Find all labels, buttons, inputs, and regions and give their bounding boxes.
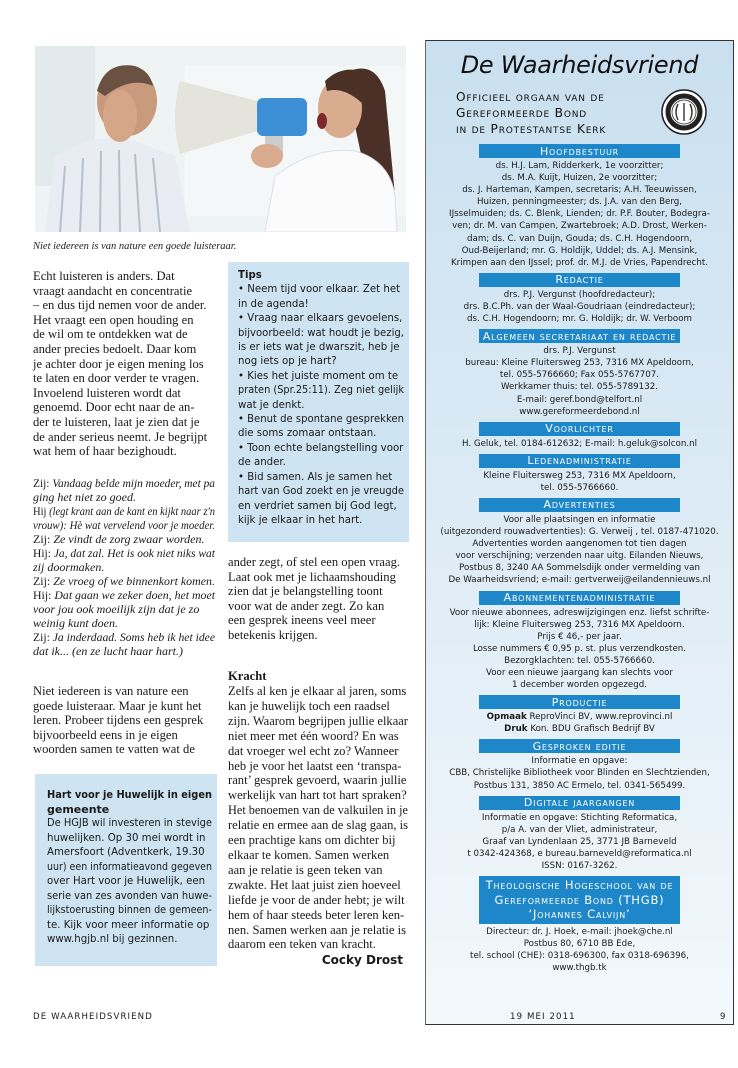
section-line: www.thgb.tk xyxy=(552,962,607,973)
kracht-heading: Kracht xyxy=(228,669,267,683)
section-line: ISSN: 0167-3262. xyxy=(541,861,618,872)
hart-box-title xyxy=(47,788,217,817)
colophon-section xyxy=(426,144,733,269)
section-header-line: Ledenadministratie xyxy=(527,454,632,468)
megaphone-photo-illustration xyxy=(35,46,406,232)
text-line: der te luisteren, laat je zien dat je xyxy=(33,414,200,429)
text-line: te. Kijk voor meer informatie op xyxy=(47,919,210,931)
text-line: lijkstoerusting binnen de gemeen- xyxy=(47,905,213,916)
colophon-box xyxy=(425,40,734,1025)
text-line: liefde je voor de ander hebt; je wilt xyxy=(228,892,405,907)
text-line: uur) een informatieavond gegeven xyxy=(47,861,212,873)
text-line: in de agenda! xyxy=(238,298,309,310)
text-line: Gereformeerde Bond xyxy=(456,106,587,120)
text-line: ander zegt, of stel een open vraag. xyxy=(228,555,401,569)
text-line: Niet iedereen is van nature een xyxy=(33,684,189,698)
dialog-text: Ja inderdaad. Soms heb ik het idee xyxy=(49,630,215,644)
section-line: Krimpen aan den IJssel; prof. dr. M.J. de Vries, Papendrecht. xyxy=(450,257,708,268)
section-header-line: Theologische Hogeschool van de xyxy=(485,878,674,893)
section-header-line: Advertenties xyxy=(543,498,616,512)
text-line: nen. Samen werken aan je relatie is xyxy=(228,922,406,937)
text-line: elkaar te komen. Samen werken xyxy=(228,847,390,862)
section-header xyxy=(479,591,680,605)
gereformeerde-bond-logo xyxy=(661,89,707,135)
text-line: • Vraag naar elkaars gevoelens, xyxy=(238,313,403,325)
dialog-text: (legt krant aan de kant en kijkt naar z'n xyxy=(46,504,215,518)
section-line: drs. P.J. Vergunst xyxy=(543,346,616,357)
text-line: de wil om te ontdekken wat de xyxy=(33,327,188,342)
text-line: Hart voor je Huwelijk in eigen xyxy=(47,788,212,801)
text-line: zien dat je belangstelling toont xyxy=(228,584,383,599)
colophon-section xyxy=(426,422,733,450)
section-header-line: Algemeen secretariaat en redactie xyxy=(482,329,677,343)
text-line: hem of haar steeds beter leren ken- xyxy=(228,907,405,922)
colophon-section xyxy=(426,739,733,791)
section-line-label: Opmaak xyxy=(486,712,527,723)
colophon-section xyxy=(426,876,733,974)
colophon-section xyxy=(426,273,733,325)
text-line: hart van God zoekt en je vreugde xyxy=(238,486,405,498)
section-line: 1 december worden opgezegd. xyxy=(511,680,648,691)
text-line: relatie en ermee aan de slag gaan, is xyxy=(228,818,409,833)
dialog-line xyxy=(33,490,136,504)
text-line: • Kies het juiste moment om te xyxy=(238,370,399,382)
section-line: lijk: Kleine Fluitersweg 253, 7316 MX Apeldoorn. xyxy=(474,619,685,630)
text-line: praten (Spr.25:11). Zeg niet gelijk xyxy=(238,385,405,397)
section-header xyxy=(479,422,680,436)
colophon-section xyxy=(426,454,733,494)
section-header-line: Abonnementenadministratie xyxy=(503,591,656,605)
article-dialog xyxy=(33,476,241,658)
dialog-line xyxy=(33,476,215,490)
tips-list xyxy=(238,283,409,528)
article-paragraph-2 xyxy=(33,684,203,757)
section-line: Kleine Fluitersweg 253, 7316 MX Apeldoorn, xyxy=(483,470,676,481)
text-line: Officieel orgaan van de xyxy=(456,90,605,104)
colophon-section xyxy=(426,591,733,692)
text-line: je achter door je eigen mening los xyxy=(33,356,204,371)
text-line: kan je huwelijk toch een raadsel xyxy=(228,698,390,713)
dialog-text: dat ik... (en ze lucht haar hart.) xyxy=(33,644,183,658)
tips-title: Tips xyxy=(238,270,262,281)
section-line: t 0342-424368, e bureau.barneveld@reformatica.nl xyxy=(467,848,692,859)
section-line: Directeur: dr. J. Hoek, e-mail: jhoek@che.nl xyxy=(486,926,673,937)
dialog-text: zij doormaken. xyxy=(33,560,105,574)
hart-box-text xyxy=(47,817,217,948)
section-header xyxy=(479,739,680,753)
dialog-speaker: Zij: xyxy=(33,630,50,644)
section-line: p/a A. van der Vliet, administrateur, xyxy=(501,824,658,835)
dialog-speaker: Hij: xyxy=(33,546,51,560)
text-line: Zelfs al ken je elkaar al jaren, soms xyxy=(228,684,407,698)
text-line: zwakte. Het laat juist zien hoeveel xyxy=(228,877,401,892)
section-line: drs. P.J. Vergunst (hoofdredacteur); xyxy=(503,289,656,300)
section-line: ds. J. Harteman, Kampen, secretaris; A.H. Teeuwissen, xyxy=(462,185,697,196)
section-line: Werkkamer thuis: tel. 055-5789132. xyxy=(500,382,658,393)
text-line: kijk je elkaar in het hart. xyxy=(238,514,363,526)
section-line: tel. school (CHE): 0318-696300, fax 0318-696396, xyxy=(470,950,689,961)
text-line: heb je voor het laatst een ‘transpa- xyxy=(228,758,402,773)
section-line: bureau: Kleine Fluitersweg 253, 7316 MX Apeldoorn, xyxy=(465,358,694,369)
section-line xyxy=(429,723,729,735)
text-line: wat je denkt. xyxy=(238,399,305,411)
dialog-line xyxy=(33,630,215,644)
text-line: Amersfoort (Adventkerk, 19.30 xyxy=(47,847,205,858)
section-header xyxy=(479,144,680,158)
dialog-text: vrouw): Hè wat vervelend voor je moeder. xyxy=(33,518,216,532)
text-line: www.hgjb.nl bij gezinnen. xyxy=(47,934,178,945)
section-line: ds. H.J. Lam, Ridderkerk, 1e voorzitter; xyxy=(495,161,664,171)
text-line: De HGJB wil investeren in stevige xyxy=(47,818,213,829)
text-line: Invoelend luisteren wordt dat xyxy=(33,385,181,400)
text-line: • Neem tijd voor elkaar. Zet het xyxy=(238,284,401,296)
magazine-subtitle xyxy=(456,89,606,137)
section-header-line: Redactie xyxy=(555,273,604,287)
text-line: die soms zomaar ontstaan. xyxy=(238,428,377,440)
section-line: Huizen, penningmeester; ds. J.A. van den Berg, xyxy=(476,197,683,208)
dialog-text: Ze vindt de zorg zwaar worden. xyxy=(50,532,205,546)
text-line: in de Protestantse Kerk xyxy=(456,122,607,136)
colophon-sections xyxy=(426,144,733,978)
article-author: Cocky Drost xyxy=(321,953,403,967)
dialog-line xyxy=(33,588,215,602)
section-line: De Waarheidsvriend; e-mail: gertverweij@eilandennieuws.nl xyxy=(448,575,711,586)
section-line: tel. 055-5766660. xyxy=(540,482,619,493)
dialog-speaker: Hij: xyxy=(33,588,52,602)
section-header-line: Digitale jaargangen xyxy=(523,796,636,810)
text-line: een gesprek ineens veel meer xyxy=(228,613,376,628)
section-line: Informatie en opgave: xyxy=(531,756,628,767)
text-line: over Hart voor je Huwelijk, een xyxy=(47,876,206,887)
text-line: vraagt aandacht en concentratie xyxy=(33,283,193,298)
text-line: een prachtige kans om dichter bij xyxy=(228,833,396,848)
text-line: daarom een teken van kracht. xyxy=(228,937,376,952)
text-line: – en dus tijd nemen voor de ander. xyxy=(33,298,207,313)
text-line: de ander. xyxy=(238,457,286,469)
section-header xyxy=(479,796,680,810)
section-line: Postbus 80, 6710 BB Ede, xyxy=(523,938,636,949)
section-line: drs. B.C.Ph. van der Waal-Goudriaan (eindredacteur); xyxy=(463,301,696,312)
text-line: genoemd. Door echt naar de an- xyxy=(33,400,195,415)
colophon-section xyxy=(426,695,733,735)
dialog-line xyxy=(33,504,215,518)
dialog-line xyxy=(33,532,204,546)
dialog-text: voor jou ook moeilijk zijn dat je zo xyxy=(33,602,200,616)
section-line: www.gereformeerdebond.nl xyxy=(519,406,640,417)
section-line: ven; dr. M. van Campen, Zwartebroek; A.D. Drost, Werken- xyxy=(452,221,707,232)
text-line: • Bid samen. Als je samen het xyxy=(238,471,393,483)
dialog-text: ging het niet zo goed. xyxy=(33,490,136,504)
section-line: Graaf van Lyndenlaan 25, 3771 JB Barneveld xyxy=(482,836,677,847)
section-line: Losse nummers € 0,95 p. st. plus verzendkosten. xyxy=(472,643,687,654)
text-line: betekenis krijgen. xyxy=(228,627,318,642)
dialog-line xyxy=(33,518,215,532)
section-line-label: Druk xyxy=(504,724,528,735)
section-line: Bezorgklachten: tel. 055-5766660. xyxy=(504,655,655,666)
section-header-line: ‘Johannes Calvijn’ xyxy=(528,907,631,922)
dialog-line xyxy=(33,574,215,588)
section-line xyxy=(429,711,729,723)
dialog-text: Ze vroeg of we binnenkort komen. xyxy=(50,574,215,588)
dialog-line xyxy=(33,602,199,616)
article-paragraph-1 xyxy=(33,269,207,459)
text-line: Laat ook met je lichaamshouding xyxy=(228,569,396,584)
text-line: ander precies bedoelt. Daar kom xyxy=(33,341,197,356)
section-header-line: Productie xyxy=(551,695,608,709)
text-line: te laten en door verder te vragen. xyxy=(33,371,200,386)
article-paragraph-4 xyxy=(228,684,413,952)
text-line: serie van zes avonden van huwe- xyxy=(47,890,212,902)
footer-magazine-name: DE WAARHEIDSVRIEND xyxy=(33,1012,153,1022)
dialog-text: weinig kunt doen. xyxy=(33,616,118,630)
text-line: de ander serieus neemt. Je begrijpt xyxy=(33,429,208,444)
text-line: en verdriet samen bij God legt, xyxy=(238,500,397,512)
section-line: CBB, Christelijke Bibliotheek voor Blinden en Slechtzienden, xyxy=(449,768,710,779)
dialog-speaker: Zij: xyxy=(33,532,51,546)
section-line: Prijs € 46,- per jaar. xyxy=(537,631,622,642)
text-line: zijn. Waarom begrijpen jullie elkaar xyxy=(228,713,408,728)
section-line: (uitgezonderd rouwadvertenties): G. Verweij , tel. 0187-471020. xyxy=(440,527,719,538)
dialog-text: Vandaag belde mijn moeder, met pa xyxy=(49,476,215,490)
text-line: werkelijk van hart tot hart spraken? xyxy=(228,788,407,803)
text-line: aan je relatie is geen teken van xyxy=(228,862,383,877)
photo-caption: Niet iedereen is van nature een goede luisteraar. xyxy=(33,241,237,252)
section-line: Postbus 131, 3850 AC Ermelo, tel. 0341-565499. xyxy=(473,780,686,791)
text-line: nog iets op je hart? xyxy=(238,356,337,368)
tips-box xyxy=(228,262,409,542)
dialog-text: Dat gaan we zeker doen, het moet xyxy=(51,588,216,602)
section-line: ds. C.H. Hogendoorn; mr. G. Holdijk; dr. W. Verboom xyxy=(467,314,692,325)
text-line: niet meer met één woord? En was xyxy=(228,728,399,743)
colophon-section xyxy=(426,498,733,587)
section-line: ds. M.A. Kuijt, Huizen, 2e voorzitter; xyxy=(501,173,658,184)
text-line: goede luisteraar. Maar je kunt het xyxy=(33,698,202,713)
section-line: H. Geluk, tel. 0184-612632; E-mail: h.geluk@solcon.nl xyxy=(461,438,698,449)
section-header xyxy=(479,695,680,709)
text-line: Het benoemen van de valkuilen in je xyxy=(228,803,409,818)
dialog-line xyxy=(33,616,118,630)
dialog-speaker: Zij: xyxy=(33,476,50,490)
section-line: Postbus 8, 3240 AA Sommelsdijk onder vermelding van xyxy=(459,563,700,574)
hart-voor-je-huwelijk-box xyxy=(35,774,217,966)
article-photo xyxy=(35,46,406,232)
section-line: tel. 055-5766660; Fax 055-5767707. xyxy=(499,370,660,381)
section-header xyxy=(479,876,680,924)
section-header-line: Gereformeerde Bond (THGB) xyxy=(494,892,665,907)
section-header-line: Hoofdbestuur xyxy=(539,144,619,158)
dialog-line xyxy=(33,560,104,574)
section-header-line: Voorlichter xyxy=(545,422,614,436)
section-line-text: ReproVinci BV, www.reprovinci.nl xyxy=(526,712,673,723)
dialog-speaker: Hij xyxy=(33,504,47,518)
section-line: Oud-Beijerland; mr. G. Holdijk, Uddel; ds. A.J. Mensink, xyxy=(461,245,698,256)
page-number: 9 xyxy=(720,1012,727,1022)
text-line: • Benut de spontane gesprekken xyxy=(238,414,404,426)
section-line-text: Kon. BDU Grafisch Bedrijf BV xyxy=(527,724,655,735)
section-header-line: Gesproken editie xyxy=(532,739,627,753)
section-line: Voor alle plaatsingen en informatie xyxy=(503,514,656,525)
text-line: • Toon echte belangstelling voor xyxy=(238,442,404,454)
text-line: bijvoorbeeld eens in je eigen xyxy=(33,727,178,742)
section-header xyxy=(479,454,680,468)
text-line: wat hem of haar bezighoudt. xyxy=(33,444,177,459)
section-header xyxy=(479,329,680,343)
footer-date: 19 MEI 2011 xyxy=(510,1012,576,1022)
section-header xyxy=(479,498,680,512)
text-line: dat vroeger wel echt zo? Wanneer xyxy=(228,743,399,758)
dialog-text: Ja, dat zal. Het is ook niet niks wat xyxy=(50,546,215,560)
section-line: Informatie en opgave: Stichting Reformatica, xyxy=(481,812,678,823)
section-header xyxy=(479,273,680,287)
magazine-title: De Waarheidsvriend xyxy=(460,51,699,79)
text-line: leren. Probeer tijdens een gesprek xyxy=(33,713,204,728)
text-line: huwelijken. Op 30 mei wordt in xyxy=(47,832,206,844)
section-line: voor verschijning; verzenden naar uitg. Eilanden Nieuws, xyxy=(455,551,704,562)
section-line: Voor nieuwe abonnees, adreswijzigingen enz. liefst schrifte- xyxy=(449,607,710,618)
text-line: gemeente xyxy=(47,802,110,816)
text-line: voor wat de ander zegt. Zo kan xyxy=(228,598,385,613)
text-line: woorden samen te vatten wat de xyxy=(33,742,195,757)
dialog-line xyxy=(33,644,183,658)
dialog-speaker: Zij: xyxy=(33,574,51,588)
text-line: Echt luisteren is anders. Dat xyxy=(33,269,175,283)
section-line: E-mail: geref.bond@telfort.nl xyxy=(516,394,643,405)
text-line: Het vraagt een open houding en xyxy=(33,312,194,327)
section-line: Advertenties worden aangenomen tot tien dagen xyxy=(472,539,687,550)
colophon-section xyxy=(426,329,733,418)
section-line: Voor een nieuwe jaargang kan slechts voor xyxy=(485,668,674,678)
text-line: bijvoorbeeld: wat houdt je bezig, xyxy=(238,327,405,339)
colophon-section xyxy=(426,796,733,872)
article-paragraph-3 xyxy=(228,555,400,643)
section-line: dam; ds. C. van Duijn, Gouda; ds. C.H. Hogendoorn, xyxy=(467,233,692,244)
dialog-line xyxy=(33,546,215,560)
section-line: IJsselmuiden; ds. C. Blenk, Lienden; dr. P.F. Bouter, Bodegra- xyxy=(449,209,710,220)
text-line: rant’ gesprek gevoerd, waarin jullie xyxy=(228,773,407,788)
text-line: is er iets wat je dwarszit, heb je xyxy=(238,342,400,354)
